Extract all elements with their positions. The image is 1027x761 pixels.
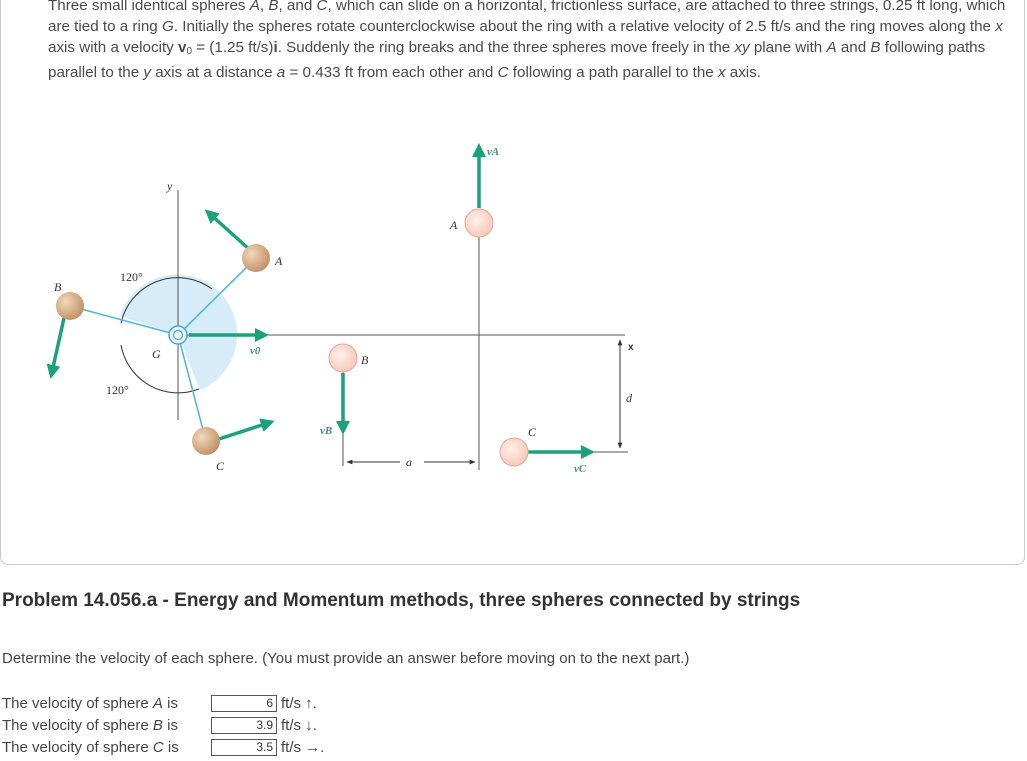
- velocity-a-input[interactable]: 6: [211, 695, 277, 712]
- label-v0: v0: [250, 345, 261, 357]
- label-vc: vC: [574, 463, 587, 475]
- answer-row-a: [2, 692, 324, 714]
- instruction-text: Determine the velocity of each sphere. (You must provide an answer before moving on to the next part.): [2, 650, 690, 667]
- velocity-b-input[interactable]: 3.9: [211, 717, 277, 734]
- label-vb: vB: [320, 425, 333, 437]
- ring-g: [169, 326, 187, 344]
- label-va: vA: [487, 146, 500, 158]
- angle-label-bottom: 120°: [106, 383, 129, 397]
- sphere-c-right: [500, 438, 528, 466]
- label-a-gap: [400, 455, 424, 469]
- label-b-right: B: [361, 353, 369, 367]
- sphere-b-right: [329, 344, 357, 372]
- angle-label-top: 120°: [120, 270, 143, 284]
- answer-label-b: The velocity of sphere B is: [2, 716, 178, 734]
- answer-unit-b: ft/s ↓.: [281, 716, 317, 734]
- answer-unit-c: ft/s →.: [281, 738, 325, 756]
- sphere-c-left-arrow: [216, 423, 268, 440]
- answer-row-c: [2, 736, 324, 758]
- label-a-dim: a: [406, 455, 412, 469]
- spheres-diagram: [45, 110, 645, 480]
- label-d: d: [626, 391, 632, 405]
- sphere-c-left: [192, 427, 220, 455]
- answer-label-a: The velocity of sphere A is: [2, 694, 178, 712]
- label-a-right: A: [450, 218, 458, 232]
- label-x: x: [628, 342, 634, 353]
- sphere-a-left: [242, 244, 270, 272]
- answer-label-c: The velocity of sphere C is: [2, 738, 179, 756]
- problem-statement: Three small identical spheres A, B, and C, which can slide on a horizontal, frictionless surface, are attached to three strings, 0.25 ft long, which are tied to a ring G. Initially the spheres rotate counterclockwise about the ring with a relative velocity of 2.5 ft/s and the ring moves along the x axis with a velocity $v_0 = (1.25$ ft/s)i. Suddenly the ring breaks and the three spheres move freely in the xy plane with A and B following paths parallel to the y axis at a distance a = 0.433 ft from each other and C following a path parallel to the x axis.: [48, 0, 1006, 81]
- sphere-a-right: [465, 209, 493, 237]
- velocity-c-input[interactable]: 3.5: [211, 739, 277, 756]
- label-g: G: [152, 347, 161, 361]
- label-c-left: C: [216, 459, 225, 473]
- answer-row-b: [2, 714, 324, 736]
- sphere-a-left-arrow: [210, 214, 250, 250]
- label-y: y: [167, 179, 173, 193]
- label-b-left: B: [54, 280, 62, 294]
- label-c-right: C: [528, 425, 537, 439]
- sphere-b-left-arrow: [52, 318, 64, 372]
- answer-unit-a: ft/s ↑.: [281, 694, 317, 712]
- problem-heading: Problem 14.056.a - Energy and Momentum methods, three spheres connected by strings: [2, 590, 801, 611]
- label-a-left: A: [275, 254, 283, 268]
- sphere-b-left: [56, 292, 84, 320]
- answer-list: [2, 692, 324, 758]
